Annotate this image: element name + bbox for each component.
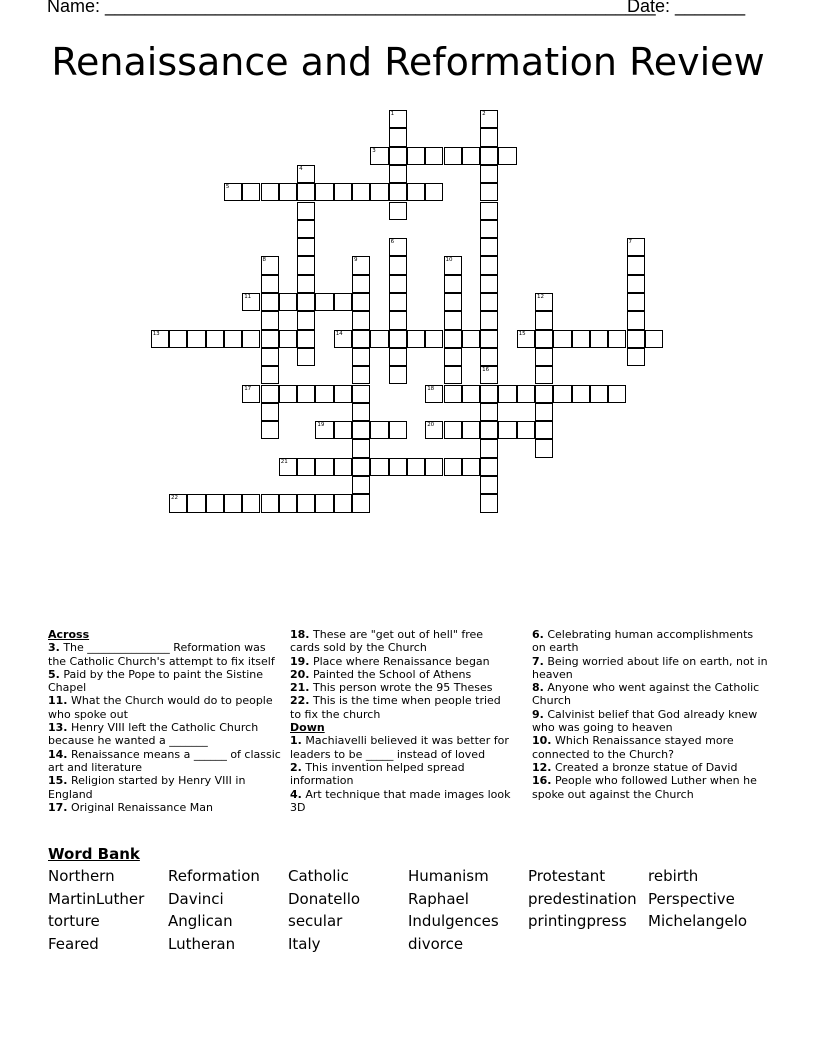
grid-cell[interactable] xyxy=(352,311,370,329)
grid-cell[interactable] xyxy=(553,330,571,348)
down-heading: Down xyxy=(290,721,325,735)
grid-cell[interactable] xyxy=(334,183,352,201)
grid-cell[interactable] xyxy=(315,293,333,311)
clue-text: Art technique that made images look 3D xyxy=(290,787,511,814)
clue-number: 6 xyxy=(390,239,395,246)
word-bank-item: Feared xyxy=(48,934,99,953)
grid-cell[interactable] xyxy=(480,458,498,476)
grid-cell[interactable] xyxy=(334,421,352,439)
across-clue xyxy=(290,655,512,668)
grid-cell[interactable] xyxy=(480,330,498,348)
grid-cell[interactable] xyxy=(535,293,553,311)
grid-cell[interactable] xyxy=(608,385,626,403)
grid-cell[interactable] xyxy=(407,183,425,201)
word-bank-item: divorce xyxy=(408,934,464,953)
grid-cell[interactable] xyxy=(425,147,443,165)
grid-cell[interactable] xyxy=(352,421,370,439)
clue-number-label: 7. xyxy=(532,654,544,668)
grid-cell[interactable] xyxy=(352,494,370,512)
grid-cell[interactable] xyxy=(425,385,443,403)
word-bank-item: Northern xyxy=(48,867,115,885)
grid-cell[interactable] xyxy=(334,385,352,403)
grid-cell[interactable] xyxy=(480,403,498,421)
clue-number: 10 xyxy=(445,257,453,264)
grid-cell[interactable] xyxy=(462,147,480,165)
grid-cell[interactable] xyxy=(297,183,315,201)
clue-number-label: 20. xyxy=(290,667,310,681)
grid-cell[interactable] xyxy=(315,458,333,476)
clue-number: 15 xyxy=(518,330,526,337)
grid-cell[interactable] xyxy=(352,293,370,311)
grid-cell[interactable] xyxy=(261,421,279,439)
grid-cell[interactable] xyxy=(480,476,498,494)
grid-cell[interactable] xyxy=(297,348,315,366)
grid-cell[interactable] xyxy=(480,256,498,274)
grid-cell[interactable] xyxy=(242,385,260,403)
word-bank-item: Michelangelo xyxy=(648,912,748,930)
page-title: Renaissance and Reformation Review xyxy=(51,40,765,84)
grid-cell[interactable] xyxy=(224,494,242,512)
grid-cell[interactable] xyxy=(480,293,498,311)
word-bank-item: secular xyxy=(288,912,343,930)
word-bank-title: Word Bank xyxy=(48,845,140,863)
grid-cell[interactable] xyxy=(315,385,333,403)
clue-text: Anyone who went against the Catholic Church xyxy=(532,681,760,708)
clue-number: 17 xyxy=(244,385,252,392)
grid-cell[interactable] xyxy=(370,458,388,476)
grid-cell[interactable] xyxy=(297,165,315,183)
clue-text: Which Renaissance stayed more connected to the Church? xyxy=(532,734,734,761)
grid-cell[interactable] xyxy=(334,458,352,476)
across-heading: Across xyxy=(48,628,90,641)
grid-cell[interactable] xyxy=(242,183,260,201)
clue-number-label: 22. xyxy=(290,694,310,708)
grid-cell[interactable] xyxy=(535,421,553,439)
down-clue xyxy=(532,655,768,682)
grid-cell[interactable] xyxy=(444,348,462,366)
across-clue xyxy=(290,681,512,694)
word-bank-item: Protestant xyxy=(528,867,606,885)
clue-text: Calvinist belief that God already knew who was going to heaven xyxy=(532,707,758,735)
clue-text: This invention helped spread information xyxy=(290,760,465,788)
grid-cell[interactable] xyxy=(444,256,462,274)
clue-number: 3 xyxy=(372,147,376,154)
clue-number-label: 5. xyxy=(48,667,60,681)
clue-number-label: 13. xyxy=(48,721,68,735)
grid-cell[interactable] xyxy=(627,256,645,274)
clue-text: Created a bronze statue of David xyxy=(551,760,738,774)
clue-text: The _______________ Reformation was the Catholic Church's attempt to fix itself xyxy=(48,641,275,668)
grid-cell[interactable] xyxy=(297,220,315,238)
grid-cell[interactable] xyxy=(480,202,498,220)
clue-number: 13 xyxy=(152,330,160,337)
grid-cell[interactable] xyxy=(315,494,333,512)
grid-cell[interactable] xyxy=(297,256,315,274)
grid-cell[interactable] xyxy=(370,421,388,439)
grid-cell[interactable] xyxy=(206,494,224,512)
clue-number-label: 18. xyxy=(290,628,310,641)
grid-cell[interactable] xyxy=(297,458,315,476)
clue-number-label: 11. xyxy=(48,694,68,708)
grid-cell[interactable] xyxy=(480,311,498,329)
name-line[interactable]: Name: _______________________________________________________ xyxy=(47,0,656,16)
across-clue xyxy=(48,641,284,668)
clue-text: Being worried about life on earth, not in heaven xyxy=(532,654,768,681)
grid-cell[interactable] xyxy=(261,183,279,201)
grid-cell[interactable] xyxy=(352,366,370,384)
across-clue xyxy=(48,774,284,801)
grid-cell[interactable] xyxy=(261,348,279,366)
grid-cell[interactable] xyxy=(480,165,498,183)
clue-text: Henry VIII left the Catholic Church because he wanted a _______ xyxy=(48,721,259,748)
grid-cell[interactable] xyxy=(444,147,462,165)
grid-cell[interactable] xyxy=(352,275,370,293)
grid-cell[interactable] xyxy=(444,275,462,293)
grid-cell[interactable] xyxy=(627,275,645,293)
grid-cell[interactable] xyxy=(224,330,242,348)
clue-number: 8 xyxy=(262,257,266,264)
grid-cell[interactable] xyxy=(627,238,645,256)
grid-cell[interactable] xyxy=(444,385,462,403)
grid-cell[interactable] xyxy=(370,183,388,201)
clue-number: 11 xyxy=(244,294,252,300)
clue-number: 5 xyxy=(225,184,230,191)
clue-number: 9 xyxy=(354,257,358,264)
across-clue xyxy=(48,748,284,775)
grid-cell[interactable] xyxy=(389,128,407,146)
grid-cell[interactable] xyxy=(389,330,407,348)
across-clue xyxy=(290,628,512,655)
clue-number-label: 15. xyxy=(48,774,68,788)
word-bank-item: Lutheran xyxy=(168,934,236,953)
grid-cell[interactable] xyxy=(444,293,462,311)
grid-cell[interactable] xyxy=(389,421,407,439)
grid-cell[interactable] xyxy=(535,385,553,403)
clue-number-label: 17. xyxy=(48,800,68,814)
grid-cell[interactable] xyxy=(480,220,498,238)
down-clue xyxy=(532,734,768,761)
clue-text: Machiavelli believed it was better for leaders to be _____ instead of loved xyxy=(290,734,509,761)
grid-cell[interactable] xyxy=(389,348,407,366)
clue-number: 2 xyxy=(482,111,486,117)
grid-cell[interactable] xyxy=(627,330,645,348)
grid-cell[interactable] xyxy=(297,275,315,293)
down-clue xyxy=(532,628,768,655)
grid-cell[interactable] xyxy=(352,385,370,403)
grid-cell[interactable] xyxy=(206,330,224,348)
word-bank-item: torture xyxy=(48,912,100,930)
grid-cell[interactable] xyxy=(444,421,462,439)
clue-column-2 xyxy=(290,628,512,814)
grid-cell[interactable] xyxy=(480,439,498,457)
word-bank-item: rebirth xyxy=(648,867,699,885)
clue-number: 1 xyxy=(390,111,395,117)
grid-cell[interactable] xyxy=(535,330,553,348)
clue-number: 12 xyxy=(537,294,544,300)
across-clue xyxy=(48,694,284,721)
grid-cell[interactable] xyxy=(261,403,279,421)
clue-text: Original Renaissance Man xyxy=(67,800,213,814)
grid-cell[interactable] xyxy=(297,385,315,403)
grid-cell[interactable] xyxy=(535,366,553,384)
grid-cell[interactable] xyxy=(444,330,462,348)
clue-number-label: 6. xyxy=(532,628,544,641)
clue-text: This is the time when people tried to fix the church xyxy=(290,694,501,721)
grid-cell[interactable] xyxy=(261,256,279,274)
grid-cell[interactable] xyxy=(151,330,169,348)
grid-cell[interactable] xyxy=(572,330,590,348)
grid-cell[interactable] xyxy=(590,330,608,348)
across-clue xyxy=(48,801,284,814)
word-bank-item: MartinLuther xyxy=(48,889,145,908)
grid-cell[interactable] xyxy=(480,238,498,256)
word-bank-item: Catholic xyxy=(288,867,349,885)
word-bank-item: Humanism xyxy=(408,867,489,885)
grid-cell[interactable] xyxy=(187,330,205,348)
grid-cell[interactable] xyxy=(389,311,407,329)
grid-cell[interactable] xyxy=(480,128,498,146)
grid-cell[interactable] xyxy=(553,385,571,403)
grid-cell[interactable] xyxy=(535,348,553,366)
grid-cell[interactable] xyxy=(480,348,498,366)
clue-number: 19 xyxy=(317,422,325,429)
clue-number: 14 xyxy=(335,330,343,337)
grid-cell[interactable] xyxy=(169,330,187,348)
grid-cell[interactable] xyxy=(480,494,498,512)
grid-cell[interactable] xyxy=(352,458,370,476)
clue-number-label: 4. xyxy=(290,787,302,801)
grid-cell[interactable] xyxy=(315,183,333,201)
grid-cell[interactable] xyxy=(297,238,315,256)
grid-cell[interactable] xyxy=(407,330,425,348)
clue-text: This person wrote the 95 Theses xyxy=(309,681,493,695)
clue-text: What the Church would do to people who spoke out xyxy=(48,694,273,721)
grid-cell[interactable] xyxy=(334,330,352,348)
word-bank-item: Donatello xyxy=(288,889,361,908)
clue-number-label: 21. xyxy=(290,681,310,695)
grid-cell[interactable] xyxy=(480,183,498,201)
clue-text: Paid by the Pope to paint the Sistine Chapel xyxy=(48,667,264,695)
grid-cell[interactable] xyxy=(480,385,498,403)
grid-cell[interactable] xyxy=(279,183,297,201)
grid-cell[interactable] xyxy=(389,275,407,293)
grid-cell[interactable] xyxy=(334,494,352,512)
grid-cell[interactable] xyxy=(242,330,260,348)
clue-number-label: 10. xyxy=(532,734,552,748)
grid-cell[interactable] xyxy=(242,494,260,512)
grid-cell[interactable] xyxy=(498,421,516,439)
grid-cell[interactable] xyxy=(517,330,535,348)
across-clue xyxy=(290,694,512,721)
word-bank-item: Raphael xyxy=(408,889,469,908)
grid-cell[interactable] xyxy=(334,293,352,311)
grid-cell[interactable] xyxy=(389,202,407,220)
clue-column-3 xyxy=(532,628,768,801)
clue-number: 22 xyxy=(171,495,178,502)
grid-cell[interactable] xyxy=(425,183,443,201)
grid-cell[interactable] xyxy=(297,494,315,512)
grid-cell[interactable] xyxy=(389,165,407,183)
grid-cell[interactable] xyxy=(407,458,425,476)
grid-cell[interactable] xyxy=(517,385,535,403)
grid-cell[interactable] xyxy=(297,293,315,311)
grid-cell[interactable] xyxy=(389,110,407,128)
grid-cell[interactable] xyxy=(645,330,663,348)
down-clue xyxy=(290,761,512,788)
grid-cell[interactable] xyxy=(462,385,480,403)
clue-number-label: 3. xyxy=(48,641,60,655)
clue-number-label: 8. xyxy=(532,681,544,695)
clue-text: People who followed Luther when he spoke out against the Church xyxy=(532,774,757,801)
grid-cell[interactable] xyxy=(261,275,279,293)
grid-cell[interactable] xyxy=(407,147,425,165)
clue-text: Place where Renaissance began xyxy=(309,654,490,668)
grid-cell[interactable] xyxy=(590,385,608,403)
down-clue xyxy=(532,681,768,708)
across-clue xyxy=(48,668,284,695)
word-bank-item: Perspective xyxy=(648,889,735,908)
grid-cell[interactable] xyxy=(627,348,645,366)
word-bank-item: Davinci xyxy=(168,889,224,908)
clue-number: 21 xyxy=(280,458,288,465)
grid-cell[interactable] xyxy=(352,403,370,421)
clue-number-label: 19. xyxy=(290,654,310,668)
grid-cell[interactable] xyxy=(444,366,462,384)
down-clue xyxy=(532,708,768,735)
clue-text: Renaissance means a ______ of classic art and literature xyxy=(48,747,281,774)
grid-cell[interactable] xyxy=(297,202,315,220)
word-bank-item: printingpress xyxy=(528,912,627,930)
grid-cell[interactable] xyxy=(425,458,443,476)
grid-cell[interactable] xyxy=(480,110,498,128)
grid-cell[interactable] xyxy=(535,439,553,457)
grid-cell[interactable] xyxy=(480,147,498,165)
grid-cell[interactable] xyxy=(535,403,553,421)
grid-cell[interactable] xyxy=(444,311,462,329)
grid-cell[interactable] xyxy=(352,476,370,494)
grid-cell[interactable] xyxy=(627,293,645,311)
clue-column-1 xyxy=(48,628,284,814)
grid-cell[interactable] xyxy=(389,293,407,311)
clue-number-label: 16. xyxy=(532,774,552,788)
grid-cell[interactable] xyxy=(352,439,370,457)
clue-number-label: 9. xyxy=(532,707,544,721)
grid-cell[interactable] xyxy=(389,256,407,274)
grid-cell[interactable] xyxy=(224,183,242,201)
down-clue xyxy=(532,774,768,801)
grid-cell[interactable] xyxy=(261,311,279,329)
word-bank-item: Anglican xyxy=(168,912,233,930)
grid-cell[interactable] xyxy=(261,330,279,348)
clue-number: 16 xyxy=(482,367,490,374)
grid-cell[interactable] xyxy=(297,311,315,329)
grid-cell[interactable] xyxy=(297,330,315,348)
grid-cell[interactable] xyxy=(261,494,279,512)
down-clue xyxy=(290,788,512,815)
grid-cell[interactable] xyxy=(370,330,388,348)
grid-cell[interactable] xyxy=(462,458,480,476)
clue-number-label: 2. xyxy=(290,760,302,774)
grid-cell[interactable] xyxy=(517,421,535,439)
grid-cell[interactable] xyxy=(352,348,370,366)
grid-cell[interactable] xyxy=(370,147,388,165)
clue-text: Celebrating human accomplishments on earth xyxy=(532,628,754,655)
clue-number-label: 12. xyxy=(532,760,552,774)
grid-cell[interactable] xyxy=(187,494,205,512)
grid-cell[interactable] xyxy=(425,421,443,439)
grid-cell[interactable] xyxy=(261,385,279,403)
grid-cell[interactable] xyxy=(535,311,553,329)
word-bank-item: Reformation xyxy=(168,867,260,885)
grid-cell[interactable] xyxy=(627,311,645,329)
grid-cell[interactable] xyxy=(389,238,407,256)
grid-cell[interactable] xyxy=(315,421,333,439)
grid-cell[interactable] xyxy=(444,458,462,476)
grid-cell[interactable] xyxy=(389,366,407,384)
clue-number: 7 xyxy=(628,239,632,246)
grid-cell[interactable] xyxy=(498,385,516,403)
grid-cell[interactable] xyxy=(480,275,498,293)
grid-cell[interactable] xyxy=(389,458,407,476)
grid-cell[interactable] xyxy=(425,330,443,348)
grid-cell[interactable] xyxy=(462,421,480,439)
grid-cell[interactable] xyxy=(498,147,516,165)
clue-number: 20 xyxy=(427,422,435,429)
grid-cell[interactable] xyxy=(279,385,297,403)
grid-cell[interactable] xyxy=(279,330,297,348)
grid-cell[interactable] xyxy=(480,421,498,439)
clue-number-label: 14. xyxy=(48,747,68,761)
grid-cell[interactable] xyxy=(352,256,370,274)
grid-cell[interactable] xyxy=(279,494,297,512)
grid-cell[interactable] xyxy=(279,293,297,311)
across-clue xyxy=(290,668,512,681)
clue-text: Religion started by Henry VIII in England xyxy=(48,774,246,801)
grid-cell[interactable] xyxy=(352,183,370,201)
clue-number-label: 1. xyxy=(290,734,302,748)
word-bank-item: Indulgences xyxy=(408,912,499,930)
grid-cell[interactable] xyxy=(389,147,407,165)
grid-cell[interactable] xyxy=(572,385,590,403)
down-clue xyxy=(290,734,512,761)
across-clue xyxy=(48,721,284,748)
grid-cell[interactable] xyxy=(242,293,260,311)
clue-text: Painted the School of Athens xyxy=(309,667,472,681)
grid-cell[interactable] xyxy=(480,366,498,384)
grid-cell[interactable] xyxy=(261,293,279,311)
grid-cell[interactable] xyxy=(169,494,187,512)
clue-number: 18 xyxy=(427,385,435,392)
word-bank-item: Italy xyxy=(288,934,321,953)
grid-cell[interactable] xyxy=(261,366,279,384)
clue-text: These are "get out of hell" free cards sold by the Church xyxy=(290,628,484,655)
grid-cell[interactable] xyxy=(279,458,297,476)
grid-cell[interactable] xyxy=(352,330,370,348)
grid-cell[interactable] xyxy=(608,330,626,348)
word-bank-item: predestination xyxy=(528,889,637,908)
date-line[interactable]: Date: _______ xyxy=(627,0,746,16)
down-clue xyxy=(532,761,768,774)
clue-number: 4 xyxy=(299,165,303,172)
grid-cell[interactable] xyxy=(462,330,480,348)
grid-cell[interactable] xyxy=(389,183,407,201)
